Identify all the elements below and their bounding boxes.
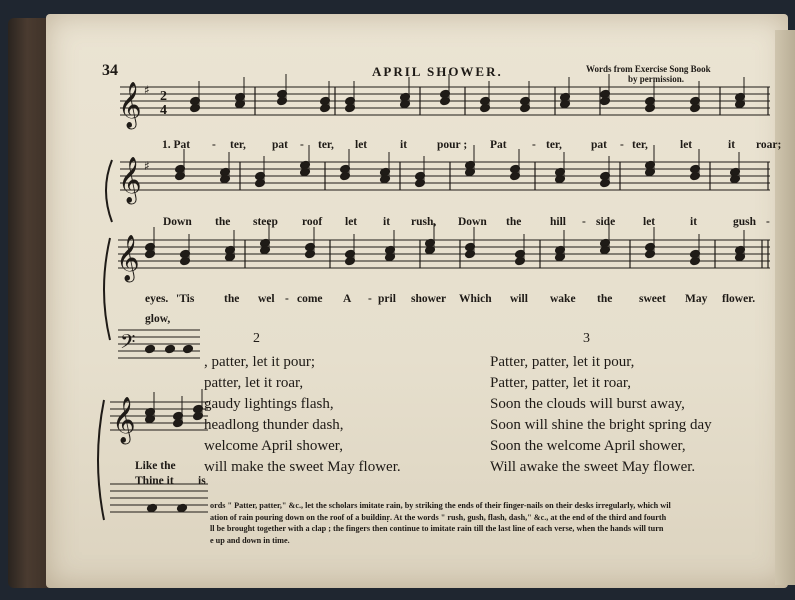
verse-3-line: Will awake the sweet May flower. xyxy=(490,459,696,475)
lyrics-row-3-word: the xyxy=(224,293,240,305)
lyrics-row-3-word: the xyxy=(597,293,613,305)
lyrics-row-1-word: ter, xyxy=(546,139,562,151)
verse-2-line: , patter, let it pour; xyxy=(204,354,316,370)
lyrics-row-3-word: May xyxy=(685,293,708,305)
time-signature-top: 2 xyxy=(160,89,167,104)
lyrics-row-1-word: 1. Pat xyxy=(162,139,191,151)
verse-3-line: Soon will shine the bright spring day xyxy=(490,417,712,433)
footnote-line: ords " Patter, patter," &c., let the scholars imitate rain, by striking the ends of their finger-nails on their desks irregularly, which wil xyxy=(210,501,671,510)
lyrics-row-1-word: - xyxy=(300,139,304,151)
lyrics-row-2-word: hill xyxy=(550,216,566,228)
lyrics-row-3-word: wake xyxy=(550,293,576,305)
lyrics-row-3-word: - xyxy=(285,293,289,305)
lyrics-row-3-word: flower. xyxy=(722,293,756,305)
verse-3-line: Soon the clouds will burst away, xyxy=(490,396,685,412)
lyrics-row-3-word: sweet xyxy=(639,293,666,305)
verse-3-line: Patter, patter, let it pour, xyxy=(490,354,635,370)
credit-line-2: by permission. xyxy=(628,74,685,84)
note-bass xyxy=(165,344,176,354)
verse-3-line: Soon the welcome April shower, xyxy=(490,438,686,454)
lyrics-row-1-word: - xyxy=(532,139,536,151)
time-signature-bottom: 4 xyxy=(160,103,167,118)
lyrics-row-1-word: let xyxy=(355,139,368,151)
brace-icon xyxy=(106,160,112,222)
lyrics-row-3-word: 'Tis xyxy=(176,293,195,305)
lyrics-row-3-word: will xyxy=(510,293,528,305)
verse-2-line: headlong thunder dash, xyxy=(204,417,344,433)
sharp-icon: ♯ xyxy=(144,83,150,97)
lower-lyric-3: is xyxy=(198,475,206,487)
lyrics-row-2-word: the xyxy=(215,216,231,228)
lyrics-row-3-word: Which xyxy=(459,293,492,305)
note-bass xyxy=(145,344,156,354)
brace-icon xyxy=(104,238,110,340)
page-number: 34 xyxy=(102,62,118,79)
lyrics-row-1-word: ter, xyxy=(230,139,246,151)
lyrics-row-1-word: pat xyxy=(272,139,288,151)
verse-3-number: 3 xyxy=(583,331,590,346)
lyrics-row-2-word: side xyxy=(596,216,616,228)
treble-clef-icon: 𝄞 xyxy=(112,397,136,443)
footnote-line: e up and down in time. xyxy=(210,535,290,545)
lyrics-row-3-word: eyes. xyxy=(145,293,169,305)
verse-2-line: gaudy lightings flash, xyxy=(204,396,334,412)
lyrics-row-1-word: it xyxy=(728,139,736,151)
verse-3-line: Patter, patter, let it roar, xyxy=(490,375,632,391)
lyrics-row-2-word: rush, xyxy=(411,216,437,228)
lyrics-row-2-word: - xyxy=(582,216,586,228)
lyrics-row-3-word: pril xyxy=(378,293,396,305)
verse-2-line: welcome April shower, xyxy=(204,438,343,454)
lyrics-row-1-word: - xyxy=(212,139,216,151)
sharp-icon: ♯ xyxy=(144,159,150,173)
lyrics-row-1-word: ter, xyxy=(318,139,334,151)
lyrics-row-1-word: pour ; xyxy=(437,139,468,151)
treble-clef-icon: 𝄞 xyxy=(118,82,142,128)
lower-lyric-1: Like the xyxy=(135,460,176,472)
lyrics-row-2-word: Down xyxy=(163,216,192,228)
lyrics-row-3-word: shower xyxy=(411,293,447,305)
lyrics-row-2-word: gush xyxy=(733,216,757,228)
lyrics-row-1-word: it xyxy=(400,139,408,151)
lyrics-row-3-alt: glow, xyxy=(145,313,171,325)
lyrics-row-2-word: the xyxy=(506,216,522,228)
song-title: APRIL SHOWER. xyxy=(372,64,503,79)
lyrics-row-2-word: Down xyxy=(458,216,487,228)
lyrics-row-2-word: let xyxy=(643,216,656,228)
lyrics-row-3-word: A xyxy=(343,293,352,305)
lyrics-row-1-word: ter, xyxy=(632,139,648,151)
lyrics-row-1-word: pat xyxy=(591,139,607,151)
brace-icon xyxy=(98,400,104,520)
lyrics-row-2-word: it xyxy=(690,216,698,228)
verse-2-line: patter, let it roar, xyxy=(204,375,304,391)
lyrics-row-3-word: wel xyxy=(258,293,275,305)
footnote-line: ll be brought together with a clap ; the fingers then continue to imitate rain till the last line of each verse, when the hands will turn xyxy=(210,524,664,533)
lyrics-row-2-word: steep xyxy=(253,216,278,228)
lyrics-row-2-word: - xyxy=(766,216,770,228)
lower-lyric-2: Thine it xyxy=(135,475,174,487)
lyrics-row-1-word: roar; xyxy=(756,139,782,151)
treble-clef-icon: 𝄞 xyxy=(116,235,140,281)
lyrics-row-1-word: - xyxy=(620,139,624,151)
verse-2-line: will make the sweet May flower. xyxy=(204,459,401,475)
note-bass xyxy=(183,344,194,354)
lyrics-row-2-word: roof xyxy=(302,216,323,228)
lyrics-row-2-word: it xyxy=(383,216,391,228)
lyrics-row-1-word: let xyxy=(680,139,693,151)
footnote-line: ation of rain pouring down on the roof of a buildinṛ. At the words " rush, gush, flash, dash," &c., at the end of the third and fourth xyxy=(210,512,667,522)
bass-clef-icon: 𝄢 xyxy=(120,330,136,358)
verse-2-number: 2 xyxy=(253,331,260,346)
lyrics-row-3-word: come xyxy=(297,293,323,305)
lyrics-row-3-word: - xyxy=(368,293,372,305)
credit-line-1: Words from Exercise Song Book xyxy=(586,64,711,74)
lyrics-row-2-word: let xyxy=(345,216,358,228)
lyrics-row-1-word: Pat xyxy=(490,139,507,151)
treble-clef-icon: 𝄞 xyxy=(118,157,142,203)
